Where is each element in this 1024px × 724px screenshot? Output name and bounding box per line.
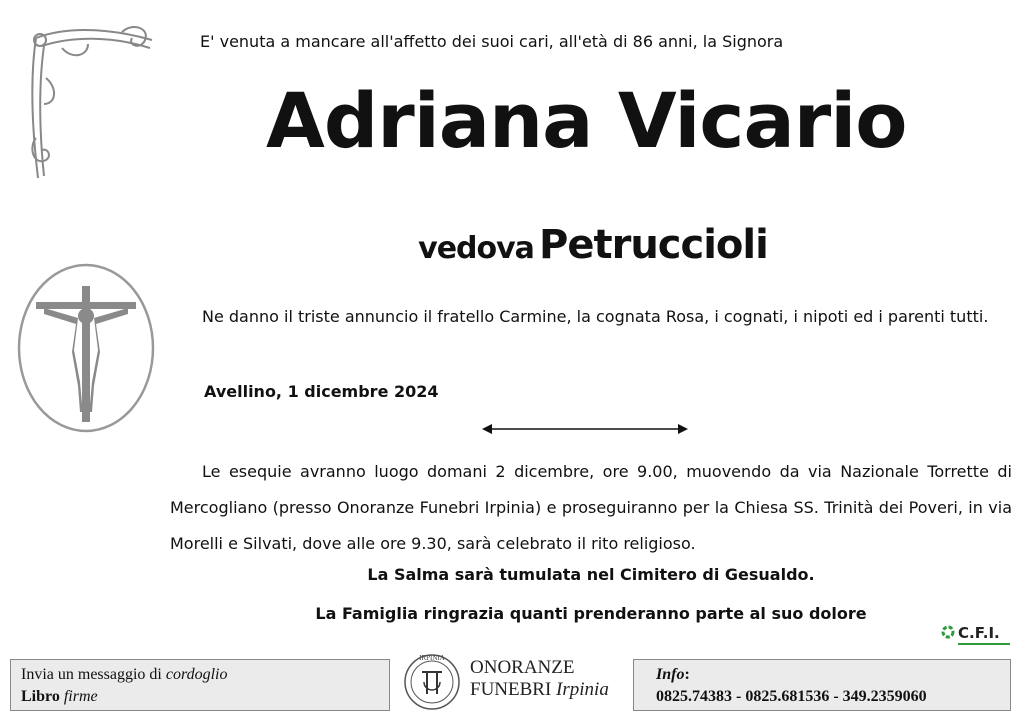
cfi-logo-text: C.F.I. [958,624,1000,642]
condolence-italic: cordoglio [165,666,228,683]
funeral-home-line2-prefix: FUNEBRI [470,679,552,700]
announcement-text: Ne danno il triste annuncio il fratello Carmine, la cognata Rosa, i cognati, i nipoti ed i parenti tutti. [202,307,989,326]
funeral-home-line2 [470,679,609,701]
guestbook-label: Libro [21,688,60,705]
divider-arrow [482,421,688,440]
cfi-logo [940,620,1012,654]
widow-surname: Petruccioli [539,222,768,268]
widow-prefix: vedova [418,231,534,266]
funeral-home-line2-italic: Irpinia [556,679,609,700]
funeral-home-line1: ONORANZE [470,657,575,678]
info-phones[interactable]: 0825.74383 - 0825.681536 - 349.2359060 [656,688,927,705]
crucifix-icon [16,262,156,438]
funeral-home-name [470,657,609,701]
info-label-line: Info: [656,666,690,683]
funeral-home-seal-icon [402,648,462,716]
info-box [633,659,1011,711]
funeral-text: Le esequie avranno luogo domani 2 dicembre, ore 9.00, muovendo da via Nazionale Torrette di Mercogliano (presso Onoranze Funebri Irpinia) e proseguiranno per la Chiesa SS. Trinità dei Poveri, in via Morelli e Silvati, dove alle ore 9.30, sarà celebrato il rito religioso. [170,462,1012,553]
guestbook-link[interactable] [21,686,379,708]
widow-line [160,222,1024,268]
guestbook-italic: firme [63,688,98,705]
burial-text: La Salma sarà tumulata nel Cimitero di Gesualdo. [367,565,815,584]
place-date: Avellino, 1 dicembre 2024 [204,382,439,401]
deceased-name: Adriana Vicario [266,76,907,165]
condolence-box[interactable] [10,659,390,711]
thanks-text: La Famiglia ringrazia quanti prenderanno parte al suo dolore [315,604,867,623]
intro-text: E' venuta a mancare all'affetto dei suoi cari, all'età di 86 anni, la Signora [200,32,784,51]
condolence-link[interactable] [21,664,379,686]
condolence-label: Invia un messaggio di [21,666,162,683]
info-label: Info [656,666,685,683]
seal-top-text: IRPINIA [419,654,445,662]
